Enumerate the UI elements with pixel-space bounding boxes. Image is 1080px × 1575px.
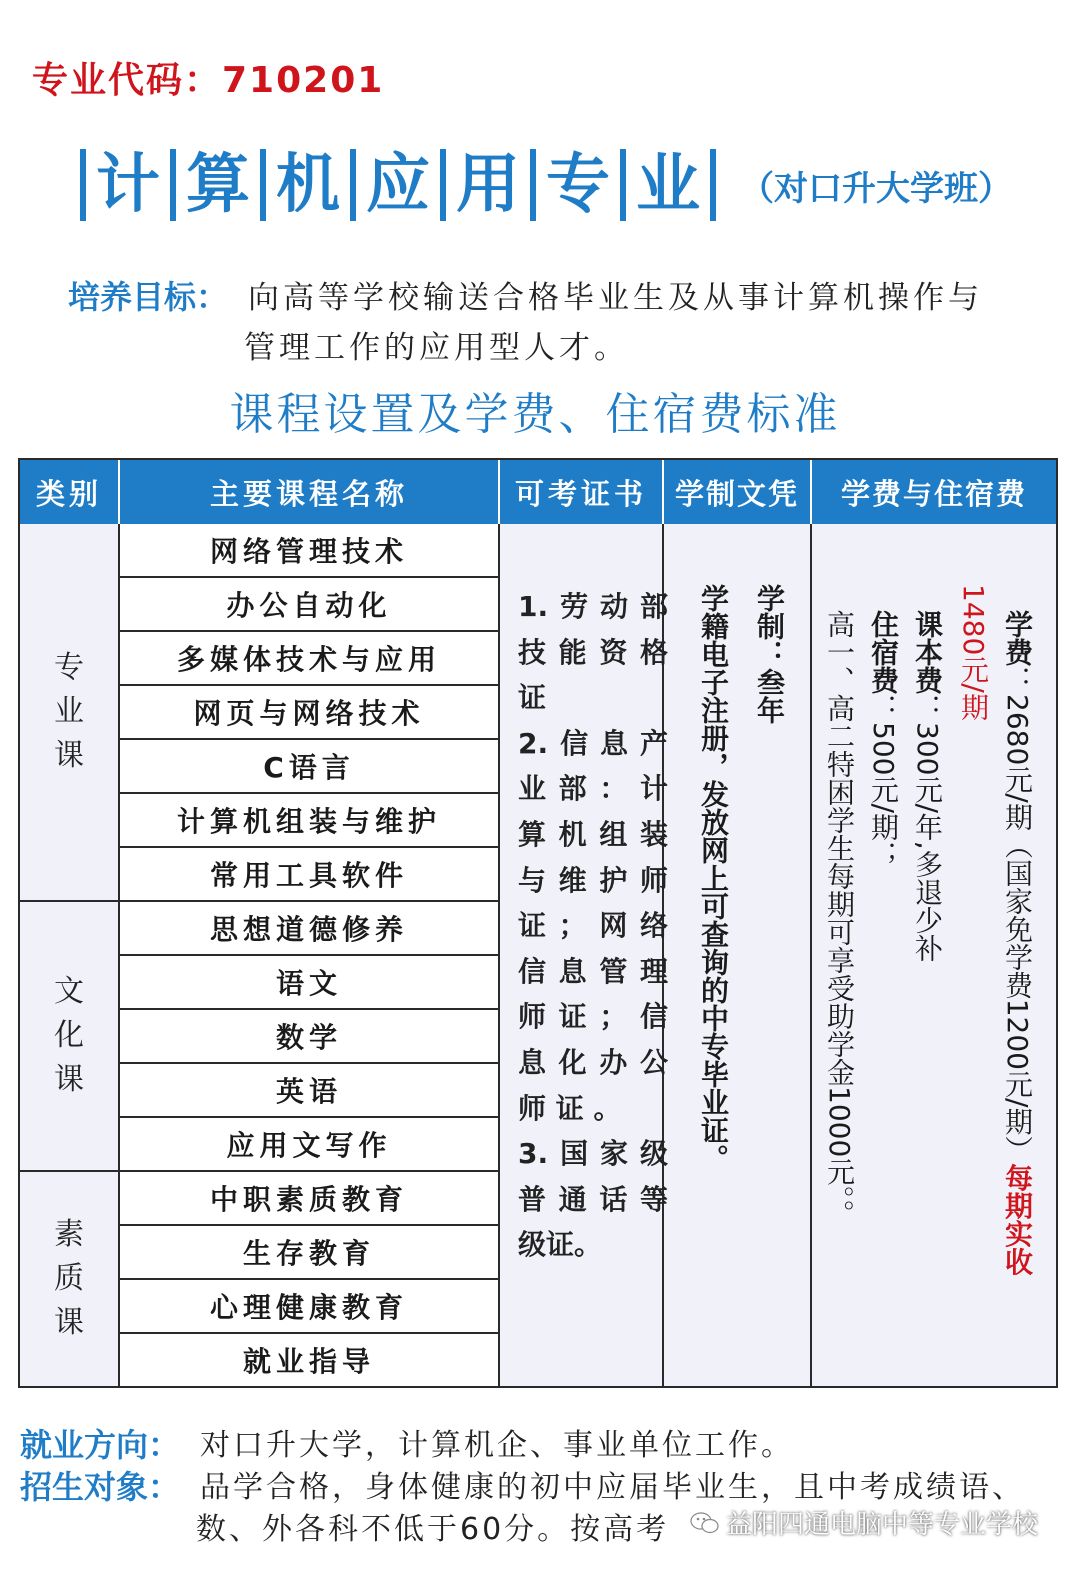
title-subtitle: （对口升大学班） (740, 168, 1012, 209)
title-divider (350, 149, 356, 221)
fee-book (906, 610, 948, 962)
title-char: 计 (96, 148, 160, 222)
goal-text-line2: 管理工作的应用型人才。 (244, 330, 629, 366)
category-char: 课 (54, 1305, 84, 1340)
employment-label: 就业方向： (20, 1426, 181, 1464)
cert-line: 2.信息产 (518, 726, 668, 760)
cert-line: 3.国家级 (518, 1137, 668, 1171)
course-row: 网络管理技术 (120, 524, 498, 578)
cert-line: 级证。 (518, 1228, 603, 1262)
column-divider (810, 524, 812, 1386)
title-char: 应 (366, 148, 430, 222)
goal-label: 培养目标： (68, 278, 229, 316)
fee-tuition (996, 610, 1038, 1350)
header-certificates: 可考证书 (500, 460, 664, 524)
section-title: 课程设置及学费、住宿费标准 (229, 389, 841, 440)
category-char: 素 (54, 1217, 84, 1252)
fee-lodging-label: 住宿费 (867, 610, 900, 694)
category-char: 专 (54, 650, 84, 685)
category-char: 文 (54, 974, 84, 1009)
title-divider (80, 149, 86, 221)
header-category: 类别 (20, 460, 120, 524)
course-row: 常用工具软件 (120, 848, 498, 902)
fee-book-label: 课本费 (911, 610, 944, 694)
course-row: 中职素质教育 (120, 1172, 498, 1226)
course-row: 心理健康教育 (120, 1280, 498, 1334)
page-title (70, 140, 1012, 230)
course-row: C语言 (120, 740, 498, 794)
fee-actual-label: 每期实收 (1001, 1163, 1034, 1276)
title-divider (620, 149, 626, 221)
enroll-label: 招生对象： (20, 1468, 181, 1506)
column-divider (498, 524, 500, 1386)
course-row: 思想道德修养 (120, 902, 498, 956)
cert-line: 师证；信 (518, 1000, 668, 1034)
title-divider (440, 149, 446, 221)
header-course-name: 主要课程名称 (120, 460, 500, 524)
certificates-text (518, 584, 668, 1268)
course-fee-table (18, 458, 1058, 1388)
header-fees: 学费与住宿费 (812, 460, 1056, 524)
duration-diploma: 学籍电子注册，发放网上可查询的中专毕业证。 (697, 584, 730, 1172)
title-divider (260, 149, 266, 221)
category-char: 质 (54, 1261, 84, 1296)
course-row: 多媒体技术与应用 (120, 632, 498, 686)
fee-lodging-text: ：500元/期； (867, 694, 900, 869)
title-char: 专 (546, 148, 610, 222)
fee-lodging (862, 610, 904, 869)
wechat-icon (690, 1511, 720, 1535)
category-culture (20, 902, 118, 1172)
cert-line: 师 证 。 (518, 1091, 622, 1125)
category-char: 化 (54, 1018, 84, 1053)
course-row: 网页与网络技术 (120, 686, 498, 740)
category-char: 课 (54, 738, 84, 773)
title-divider (710, 149, 716, 221)
cert-line: 技能资格 (518, 635, 668, 669)
fee-book-text: ：300元/年,多退少补 (911, 694, 944, 962)
cert-line: 证；网络 (518, 909, 668, 943)
course-row: 数学 (120, 1010, 498, 1064)
course-row: 计算机组装与维护 (120, 794, 498, 848)
fee-tuition-text: ：2680元/期（国家免学费1200元/期） (1001, 666, 1034, 1164)
title-char: 机 (276, 148, 340, 222)
employment-text: 对口升大学，计算机企、事业单位工作。 (200, 1428, 794, 1463)
cert-line: 普通话等 (518, 1182, 668, 1216)
watermark (690, 1504, 1038, 1541)
cert-line: 算机组装 (518, 817, 668, 851)
cert-line: 信息管理 (518, 954, 668, 988)
fee-actual-amount: 1480元/期 (957, 584, 990, 721)
enroll-text-line1: 品学合格，身体健康的初中应届毕业生，且中考成绩语、 (200, 1470, 1025, 1505)
cert-line: 与维护师 (518, 863, 668, 897)
enroll-text-line2: 数、外各科不低于60分。按高考 (196, 1512, 670, 1547)
goal-text-line1: 向高等学校输送合格毕业生及从事计算机操作与 (248, 280, 983, 316)
fee-aid: 高一、高二特困学生每期可享受助学金1000元。。 (823, 610, 856, 1228)
category-char: 课 (54, 1062, 84, 1097)
title-char: 用 (456, 148, 520, 222)
title-char: 算 (186, 148, 250, 222)
course-row: 生存教育 (120, 1226, 498, 1280)
cert-line: 息化办公 (518, 1045, 668, 1079)
watermark-text: 益阳四通电脑中等专业学校 (726, 1510, 1039, 1540)
course-row: 应用文写作 (120, 1118, 498, 1172)
title-divider (170, 149, 176, 221)
cert-line: 1.劳动部 (518, 590, 668, 623)
title-char: 业 (636, 148, 700, 222)
fee-tuition-label: 学费 (1001, 610, 1034, 666)
course-row: 就业指导 (120, 1334, 498, 1386)
course-row: 语文 (120, 956, 498, 1010)
title-divider (530, 149, 536, 221)
category-major (20, 524, 118, 902)
duration-years: 学制：叁年 (753, 584, 786, 724)
course-row: 英语 (120, 1064, 498, 1118)
course-row: 办公自动化 (120, 578, 498, 632)
header-duration: 学制文凭 (664, 460, 812, 524)
cert-line: 证 (518, 681, 547, 715)
category-quality (20, 1172, 118, 1386)
category-char: 业 (54, 694, 84, 729)
major-code: 专业代码：710201 (32, 60, 385, 101)
cert-line: 业部：计 (518, 772, 668, 806)
